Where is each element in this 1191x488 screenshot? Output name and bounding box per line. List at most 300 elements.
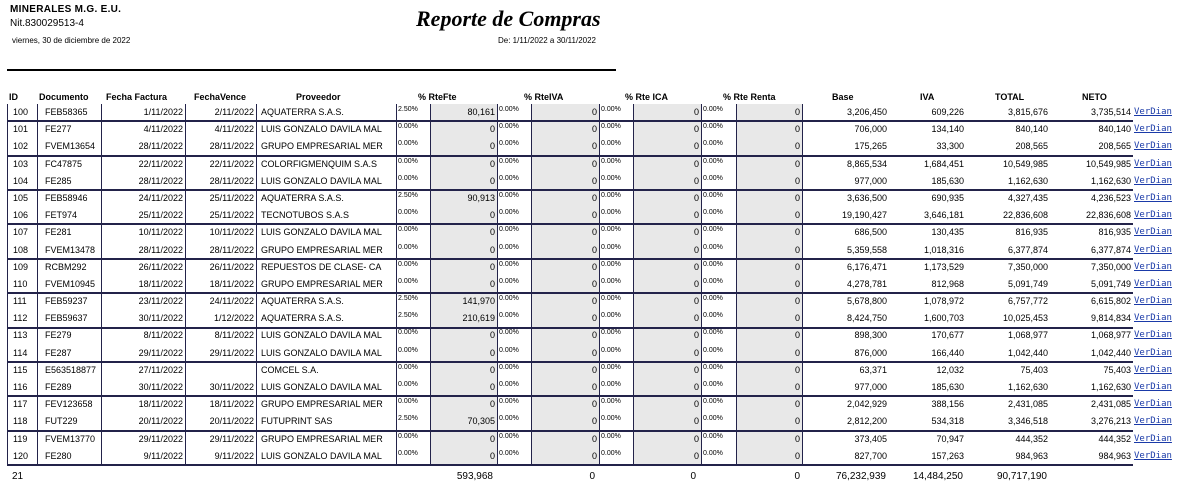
cell-val-rtefte: 0 [430, 224, 497, 241]
cell-pct-rterenta: 0.00% [701, 431, 736, 448]
cell-proveedor: GRUPO EMPRESARIAL MER [256, 242, 396, 259]
ver-dian-link[interactable]: VerDian [1134, 278, 1172, 289]
cell-pct-rtefte: 2.50% [396, 104, 430, 121]
cell-proveedor: LUIS GONZALO DAVILA MAL [256, 379, 396, 396]
cell-pct-rterenta: 0.00% [701, 413, 736, 430]
cell-val-rterenta: 0 [736, 121, 803, 138]
cell-val-rterenta: 0 [736, 448, 803, 465]
cell-val-rtefte: 0 [430, 448, 497, 465]
table-row [0, 224, 1191, 241]
table-row [0, 431, 1191, 448]
cell-id: 113 [7, 327, 37, 344]
cell-fecha-vence: 25/11/2022 [185, 207, 256, 224]
cell-neto: 6,377,874 [1090, 244, 1131, 255]
cell-val-rteica: 0 [633, 327, 701, 344]
cell-fecha-vence: 28/11/2022 [185, 173, 256, 190]
cell-documento: E563518877 [37, 362, 101, 379]
cell-pct-rteiva: 0.00% [497, 327, 531, 344]
cell-val-rteiva: 0 [531, 138, 599, 155]
cell-pct-rtefte: 0.00% [396, 431, 430, 448]
cell-pct-rterenta: 0.00% [701, 276, 736, 293]
cell-iva: 166,440 [931, 347, 964, 358]
cell-val-rtefte: 0 [430, 138, 497, 155]
cell-val-rteica: 0 [633, 121, 701, 138]
cell-neto: 816,935 [1098, 227, 1131, 238]
cell-fecha-vence: 2/11/2022 [185, 104, 256, 121]
cell-val-rtefte: 0 [430, 207, 497, 224]
cell-total: 984,963 [1015, 450, 1048, 461]
cell-base: 686,500 [854, 227, 887, 238]
cell-pct-rteica: 0.00% [599, 379, 633, 396]
cell-val-rtefte: 0 [430, 121, 497, 138]
cell-val-rteica: 0 [633, 276, 701, 293]
ver-dian-link[interactable]: VerDian [1134, 192, 1172, 203]
cell-documento: FVEM13770 [37, 431, 101, 448]
total-base: 76,232,939 [835, 471, 886, 482]
cell-total: 7,350,000 [1007, 261, 1048, 272]
cell-val-rterenta: 0 [736, 224, 803, 241]
cell-base: 2,042,929 [846, 399, 887, 410]
cell-val-rteiva: 0 [531, 207, 599, 224]
ver-dian-link[interactable]: VerDian [1134, 107, 1172, 117]
cell-id: 100 [7, 104, 37, 121]
cell-fecha-factura: 22/11/2022 [101, 156, 185, 173]
cell-id: 108 [7, 242, 37, 259]
cell-proveedor: GRUPO EMPRESARIAL MER [256, 396, 396, 413]
cell-iva: 170,677 [931, 330, 964, 341]
cell-pct-rteica: 0.00% [599, 276, 633, 293]
cell-iva: 70,947 [936, 433, 964, 444]
cell-pct-rteiva: 0.00% [497, 345, 531, 362]
cell-base: 2,812,200 [846, 416, 887, 427]
cell-val-rteiva: 0 [531, 413, 599, 430]
total-iva: 14,484,250 [912, 471, 963, 482]
cell-fecha-factura: 18/11/2022 [101, 396, 185, 413]
cell-neto: 1,068,977 [1090, 330, 1131, 341]
cell-pct-rterenta: 0.00% [701, 224, 736, 241]
col-total: TOTAL [995, 92, 1025, 102]
cell-pct-rteica: 0.00% [599, 104, 633, 121]
cell-val-rteica: 0 [633, 310, 701, 327]
cell-proveedor: LUIS GONZALO DAVILA MAL [256, 173, 396, 190]
cell-neto: 1,042,440 [1090, 347, 1131, 358]
cell-val-rterenta: 0 [736, 327, 803, 344]
cell-val-rterenta: 0 [736, 207, 803, 224]
ver-dian-link[interactable]: VerDian [1134, 416, 1172, 427]
cell-val-rteica: 0 [633, 293, 701, 310]
cell-val-rterenta: 0 [736, 259, 803, 276]
cell-iva: 1,600,703 [923, 313, 964, 324]
cell-documento: FC47875 [37, 156, 101, 173]
ver-dian-link[interactable]: VerDian [1134, 296, 1172, 307]
cell-fecha-vence: 4/11/2022 [185, 121, 256, 138]
cell-val-rterenta: 0 [736, 396, 803, 413]
cell-val-rterenta: 0 [736, 242, 803, 259]
cell-pct-rtefte: 0.00% [396, 138, 430, 155]
cell-fecha-vence: 8/11/2022 [185, 327, 256, 344]
cell-id: 112 [7, 310, 37, 327]
cell-iva: 12,032 [936, 364, 964, 375]
cell-neto: 1,162,630 [1090, 382, 1131, 392]
cell-val-rterenta: 0 [736, 379, 803, 396]
cell-total: 6,757,772 [1007, 296, 1048, 307]
cell-pct-rterenta: 0.00% [701, 448, 736, 465]
cell-val-rteica: 0 [633, 242, 701, 259]
cell-total: 75,403 [1020, 364, 1048, 375]
cell-val-rtefte: 0 [430, 431, 497, 448]
cell-total: 10,549,985 [1002, 158, 1048, 169]
cell-proveedor: AQUATERRA S.A.S. [256, 293, 396, 310]
cell-pct-rterenta: 0.00% [701, 310, 736, 327]
table-row [0, 310, 1191, 327]
cell-neto: 3,735,514 [1090, 107, 1131, 117]
ver-dian-link[interactable]: VerDian [1134, 261, 1172, 272]
cell-val-rteiva: 0 [531, 362, 599, 379]
cell-total: 1,162,630 [1007, 175, 1048, 186]
cell-proveedor: GRUPO EMPRESARIAL MER [256, 138, 396, 155]
table-row [0, 448, 1191, 465]
ver-dian-link[interactable]: VerDian [1134, 382, 1172, 392]
cell-fecha-vence: 9/11/2022 [185, 448, 256, 465]
table-row [0, 156, 1191, 173]
cell-id: 105 [7, 190, 37, 207]
cell-val-rterenta: 0 [736, 362, 803, 379]
cell-pct-rteiva: 0.00% [497, 396, 531, 413]
table-row [0, 396, 1191, 413]
cell-id: 106 [7, 207, 37, 224]
cell-documento: FE287 [37, 345, 101, 362]
cell-pct-rteiva: 0.00% [497, 379, 531, 396]
cell-base: 175,265 [854, 141, 887, 152]
cell-pct-rtefte: 0.00% [396, 156, 430, 173]
cell-base: 373,405 [854, 433, 887, 444]
cell-neto: 75,403 [1103, 364, 1131, 375]
table-row [0, 259, 1191, 276]
table-row [0, 173, 1191, 190]
cell-fecha-factura: 27/11/2022 [101, 362, 185, 379]
cell-iva: 609,226 [931, 107, 964, 117]
cell-val-rteiva: 0 [531, 259, 599, 276]
row-separator [7, 155, 1133, 157]
cell-val-rterenta: 0 [736, 276, 803, 293]
cell-documento: FVEM10945 [37, 276, 101, 293]
cell-proveedor: LUIS GONZALO DAVILA MAL [256, 448, 396, 465]
cell-documento: FEB58365 [37, 104, 101, 121]
total-rteica: 0 [690, 471, 696, 482]
cell-val-rtefte: 210,619 [430, 310, 497, 327]
ver-dian-link[interactable]: VerDian [1134, 244, 1172, 255]
cell-id: 116 [7, 379, 37, 396]
table-row [0, 121, 1191, 138]
cell-val-rteiva: 0 [531, 156, 599, 173]
ver-dian-link[interactable]: VerDian [1134, 124, 1172, 135]
ver-dian-link[interactable]: VerDian [1134, 347, 1172, 358]
cell-neto: 5,091,749 [1090, 278, 1131, 289]
cell-pct-rteiva: 0.00% [497, 310, 531, 327]
cell-iva: 1,173,529 [923, 261, 964, 272]
table-row [0, 190, 1191, 207]
total-rterenta: 0 [794, 471, 800, 482]
cell-pct-rteiva: 0.00% [497, 259, 531, 276]
ver-dian-link[interactable]: VerDian [1134, 330, 1172, 341]
ver-dian-link[interactable]: VerDian [1134, 450, 1172, 461]
cell-val-rteiva: 0 [531, 276, 599, 293]
cell-id: 118 [7, 413, 37, 430]
cell-pct-rterenta: 0.00% [701, 293, 736, 310]
cell-val-rtefte: 0 [430, 156, 497, 173]
report-title: Reporte de Compras [416, 6, 601, 31]
cell-iva: 130,435 [931, 227, 964, 238]
cell-pct-rteica: 0.00% [599, 327, 633, 344]
cell-fecha-vence: 10/11/2022 [185, 224, 256, 241]
cell-id: 111 [7, 293, 37, 310]
cell-val-rtefte: 0 [430, 362, 497, 379]
cell-documento: FEV123658 [37, 396, 101, 413]
cell-base: 19,190,427 [841, 210, 887, 221]
cell-fecha-factura: 18/11/2022 [101, 276, 185, 293]
cell-documento: FVEM13478 [37, 242, 101, 259]
cell-neto: 984,963 [1098, 450, 1131, 461]
cell-total: 2,431,085 [1007, 399, 1048, 410]
cell-fecha-vence: 26/11/2022 [185, 259, 256, 276]
cell-pct-rtefte: 2.50% [396, 293, 430, 310]
cell-fecha-factura: 28/11/2022 [101, 242, 185, 259]
cell-neto: 1,162,630 [1090, 175, 1131, 186]
company-nit: Nit.830029513-4 [10, 18, 84, 29]
cell-pct-rteiva: 0.00% [497, 242, 531, 259]
cell-val-rtefte: 70,305 [430, 413, 497, 430]
cell-pct-rteiva: 0.00% [497, 121, 531, 138]
cell-pct-rteica: 0.00% [599, 259, 633, 276]
cell-val-rterenta: 0 [736, 345, 803, 362]
cell-total: 1,162,630 [1007, 382, 1048, 392]
cell-pct-rterenta: 0.00% [701, 362, 736, 379]
cell-pct-rteica: 0.00% [599, 242, 633, 259]
table-row [0, 345, 1191, 362]
cell-val-rteiva: 0 [531, 345, 599, 362]
ver-dian-link[interactable]: VerDian [1134, 158, 1172, 169]
cell-base: 8,424,750 [846, 313, 887, 324]
cell-documento: FE277 [37, 121, 101, 138]
cell-pct-rteica: 0.00% [599, 413, 633, 430]
cell-pct-rteica: 0.00% [599, 293, 633, 310]
cell-base: 977,000 [854, 382, 887, 392]
date-range: De: 1/11/2022 a 30/11/2022 [498, 36, 597, 45]
cell-id: 120 [7, 448, 37, 465]
cell-total: 208,565 [1015, 141, 1048, 152]
cell-val-rtefte: 0 [430, 276, 497, 293]
cell-id: 117 [7, 396, 37, 413]
cell-pct-rtefte: 0.00% [396, 362, 430, 379]
cell-total: 10,025,453 [1002, 313, 1048, 324]
cell-pct-rtefte: 0.00% [396, 327, 430, 344]
cell-iva: 134,140 [931, 124, 964, 135]
cell-val-rteica: 0 [633, 259, 701, 276]
cell-iva: 1,684,451 [923, 158, 964, 169]
cell-pct-rteica: 0.00% [599, 207, 633, 224]
col-id: ID [9, 92, 18, 102]
cell-proveedor: REPUESTOS DE CLASE- CA [256, 259, 396, 276]
cell-fecha-vence: 24/11/2022 [185, 293, 256, 310]
cell-pct-rtefte: 2.50% [396, 413, 430, 430]
cell-val-rteica: 0 [633, 138, 701, 155]
cell-pct-rteiva: 0.00% [497, 173, 531, 190]
cell-pct-rterenta: 0.00% [701, 121, 736, 138]
cell-val-rteiva: 0 [531, 224, 599, 241]
cell-base: 827,700 [854, 450, 887, 461]
purchases-table [0, 104, 1191, 465]
cell-base: 4,278,781 [846, 278, 887, 289]
cell-proveedor: AQUATERRA S.A.S. [256, 310, 396, 327]
cell-fecha-factura: 1/11/2022 [101, 104, 185, 121]
cell-fecha-factura: 10/11/2022 [101, 224, 185, 241]
cell-base: 6,176,471 [846, 261, 887, 272]
col-rtefte: % RteFte [418, 92, 457, 102]
cell-iva: 33,300 [936, 141, 964, 152]
cell-neto: 10,549,985 [1085, 158, 1131, 169]
cell-pct-rteiva: 0.00% [497, 190, 531, 207]
totals-row [0, 471, 1191, 485]
cell-pct-rteica: 0.00% [599, 173, 633, 190]
cell-total: 22,836,608 [1002, 210, 1048, 221]
cell-documento: FEB58946 [37, 190, 101, 207]
cell-total: 6,377,874 [1007, 244, 1048, 255]
row-separator [7, 395, 1133, 397]
cell-pct-rtefte: 0.00% [396, 242, 430, 259]
ver-dian-link[interactable]: VerDian [1134, 227, 1172, 238]
cell-pct-rterenta: 0.00% [701, 104, 736, 121]
row-separator [7, 223, 1133, 225]
cell-val-rterenta: 0 [736, 310, 803, 327]
cell-val-rterenta: 0 [736, 190, 803, 207]
cell-val-rteiva: 0 [531, 448, 599, 465]
cell-neto: 22,836,608 [1085, 210, 1131, 221]
cell-iva: 690,935 [931, 192, 964, 203]
cell-fecha-factura: 8/11/2022 [101, 327, 185, 344]
cell-id: 104 [7, 173, 37, 190]
cell-documento: FE285 [37, 173, 101, 190]
row-separator [7, 361, 1133, 363]
cell-pct-rtefte: 0.00% [396, 224, 430, 241]
cell-fecha-factura: 30/11/2022 [101, 310, 185, 327]
col-neto: NETO [1082, 92, 1107, 102]
cell-total: 840,140 [1015, 124, 1048, 135]
total-rteiva: 0 [589, 471, 595, 482]
cell-fecha-vence: 1/12/2022 [185, 310, 256, 327]
ver-dian-link[interactable]: VerDian [1134, 399, 1172, 410]
cell-fecha-vence: 29/11/2022 [185, 431, 256, 448]
cell-proveedor: LUIS GONZALO DAVILA MAL [256, 345, 396, 362]
cell-fecha-vence: 28/11/2022 [185, 242, 256, 259]
cell-fecha-vence: 25/11/2022 [185, 190, 256, 207]
cell-pct-rteiva: 0.00% [497, 431, 531, 448]
cell-id: 115 [7, 362, 37, 379]
cell-neto: 840,140 [1098, 124, 1131, 135]
cell-val-rterenta: 0 [736, 431, 803, 448]
ver-dian-link[interactable]: VerDian [1134, 433, 1172, 444]
row-separator [7, 120, 1133, 122]
cell-val-rtefte: 0 [430, 173, 497, 190]
ver-dian-link[interactable]: VerDian [1134, 364, 1172, 375]
cell-base: 8,865,534 [846, 158, 887, 169]
cell-fecha-vence: 18/11/2022 [185, 396, 256, 413]
cell-neto: 4,236,523 [1090, 192, 1131, 203]
cell-iva: 812,968 [931, 278, 964, 289]
ver-dian-link[interactable]: VerDian [1134, 175, 1172, 186]
ver-dian-link[interactable]: VerDian [1134, 313, 1172, 324]
cell-base: 876,000 [854, 347, 887, 358]
cell-total: 1,042,440 [1007, 347, 1048, 358]
cell-fecha-factura: 28/11/2022 [101, 173, 185, 190]
cell-iva: 185,630 [931, 175, 964, 186]
cell-fecha-factura: 20/11/2022 [101, 413, 185, 430]
ver-dian-link[interactable]: VerDian [1134, 141, 1172, 152]
table-row [0, 276, 1191, 293]
cell-proveedor: GRUPO EMPRESARIAL MER [256, 431, 396, 448]
cell-val-rterenta: 0 [736, 173, 803, 190]
cell-val-rtefte: 90,913 [430, 190, 497, 207]
cell-pct-rterenta: 0.00% [701, 138, 736, 155]
cell-proveedor: FUTUPRINT SAS [256, 413, 396, 430]
cell-documento: FVEM13654 [37, 138, 101, 155]
cell-pct-rtefte: 0.00% [396, 173, 430, 190]
cell-pct-rteica: 0.00% [599, 138, 633, 155]
cell-fecha-vence: 22/11/2022 [185, 156, 256, 173]
cell-pct-rteiva: 0.00% [497, 207, 531, 224]
cell-neto: 7,350,000 [1090, 261, 1131, 272]
cell-total: 1,068,977 [1007, 330, 1048, 341]
cell-neto: 6,615,802 [1090, 296, 1131, 307]
cell-pct-rteica: 0.00% [599, 224, 633, 241]
cell-total: 5,091,749 [1007, 278, 1048, 289]
cell-pct-rtefte: 0.00% [396, 379, 430, 396]
row-separator [7, 292, 1133, 294]
cell-fecha-factura: 24/11/2022 [101, 190, 185, 207]
cell-id: 114 [7, 345, 37, 362]
cell-proveedor: GRUPO EMPRESARIAL MER [256, 276, 396, 293]
cell-documento: FE281 [37, 224, 101, 241]
cell-val-rtefte: 0 [430, 242, 497, 259]
cell-val-rtefte: 0 [430, 396, 497, 413]
table-row [0, 207, 1191, 224]
column-headers [0, 92, 1191, 104]
cell-pct-rteica: 0.00% [599, 190, 633, 207]
cell-total: 3,815,676 [1007, 107, 1048, 117]
cell-iva: 1,078,972 [923, 296, 964, 307]
cell-fecha-factura: 30/11/2022 [101, 379, 185, 396]
cell-val-rteiva: 0 [531, 121, 599, 138]
cell-total: 816,935 [1015, 227, 1048, 238]
ver-dian-link[interactable]: VerDian [1134, 210, 1172, 221]
cell-proveedor: COLORFIGMENQUIM S.A.S [256, 156, 396, 173]
cell-val-rteica: 0 [633, 104, 701, 121]
cell-val-rtefte: 0 [430, 345, 497, 362]
cell-documento: FE279 [37, 327, 101, 344]
cell-val-rterenta: 0 [736, 138, 803, 155]
table-row [0, 293, 1191, 310]
cell-neto: 208,565 [1098, 141, 1131, 152]
cell-val-rtefte: 80,161 [430, 104, 497, 121]
cell-base: 63,371 [859, 364, 887, 375]
cell-fecha-factura: 29/11/2022 [101, 345, 185, 362]
total-total: 90,717,190 [996, 471, 1047, 482]
cell-pct-rterenta: 0.00% [701, 345, 736, 362]
cell-pct-rterenta: 0.00% [701, 242, 736, 259]
cell-pct-rtefte: 0.00% [396, 396, 430, 413]
cell-id: 102 [7, 138, 37, 155]
cell-pct-rteiva: 0.00% [497, 138, 531, 155]
cell-pct-rteica: 0.00% [599, 431, 633, 448]
